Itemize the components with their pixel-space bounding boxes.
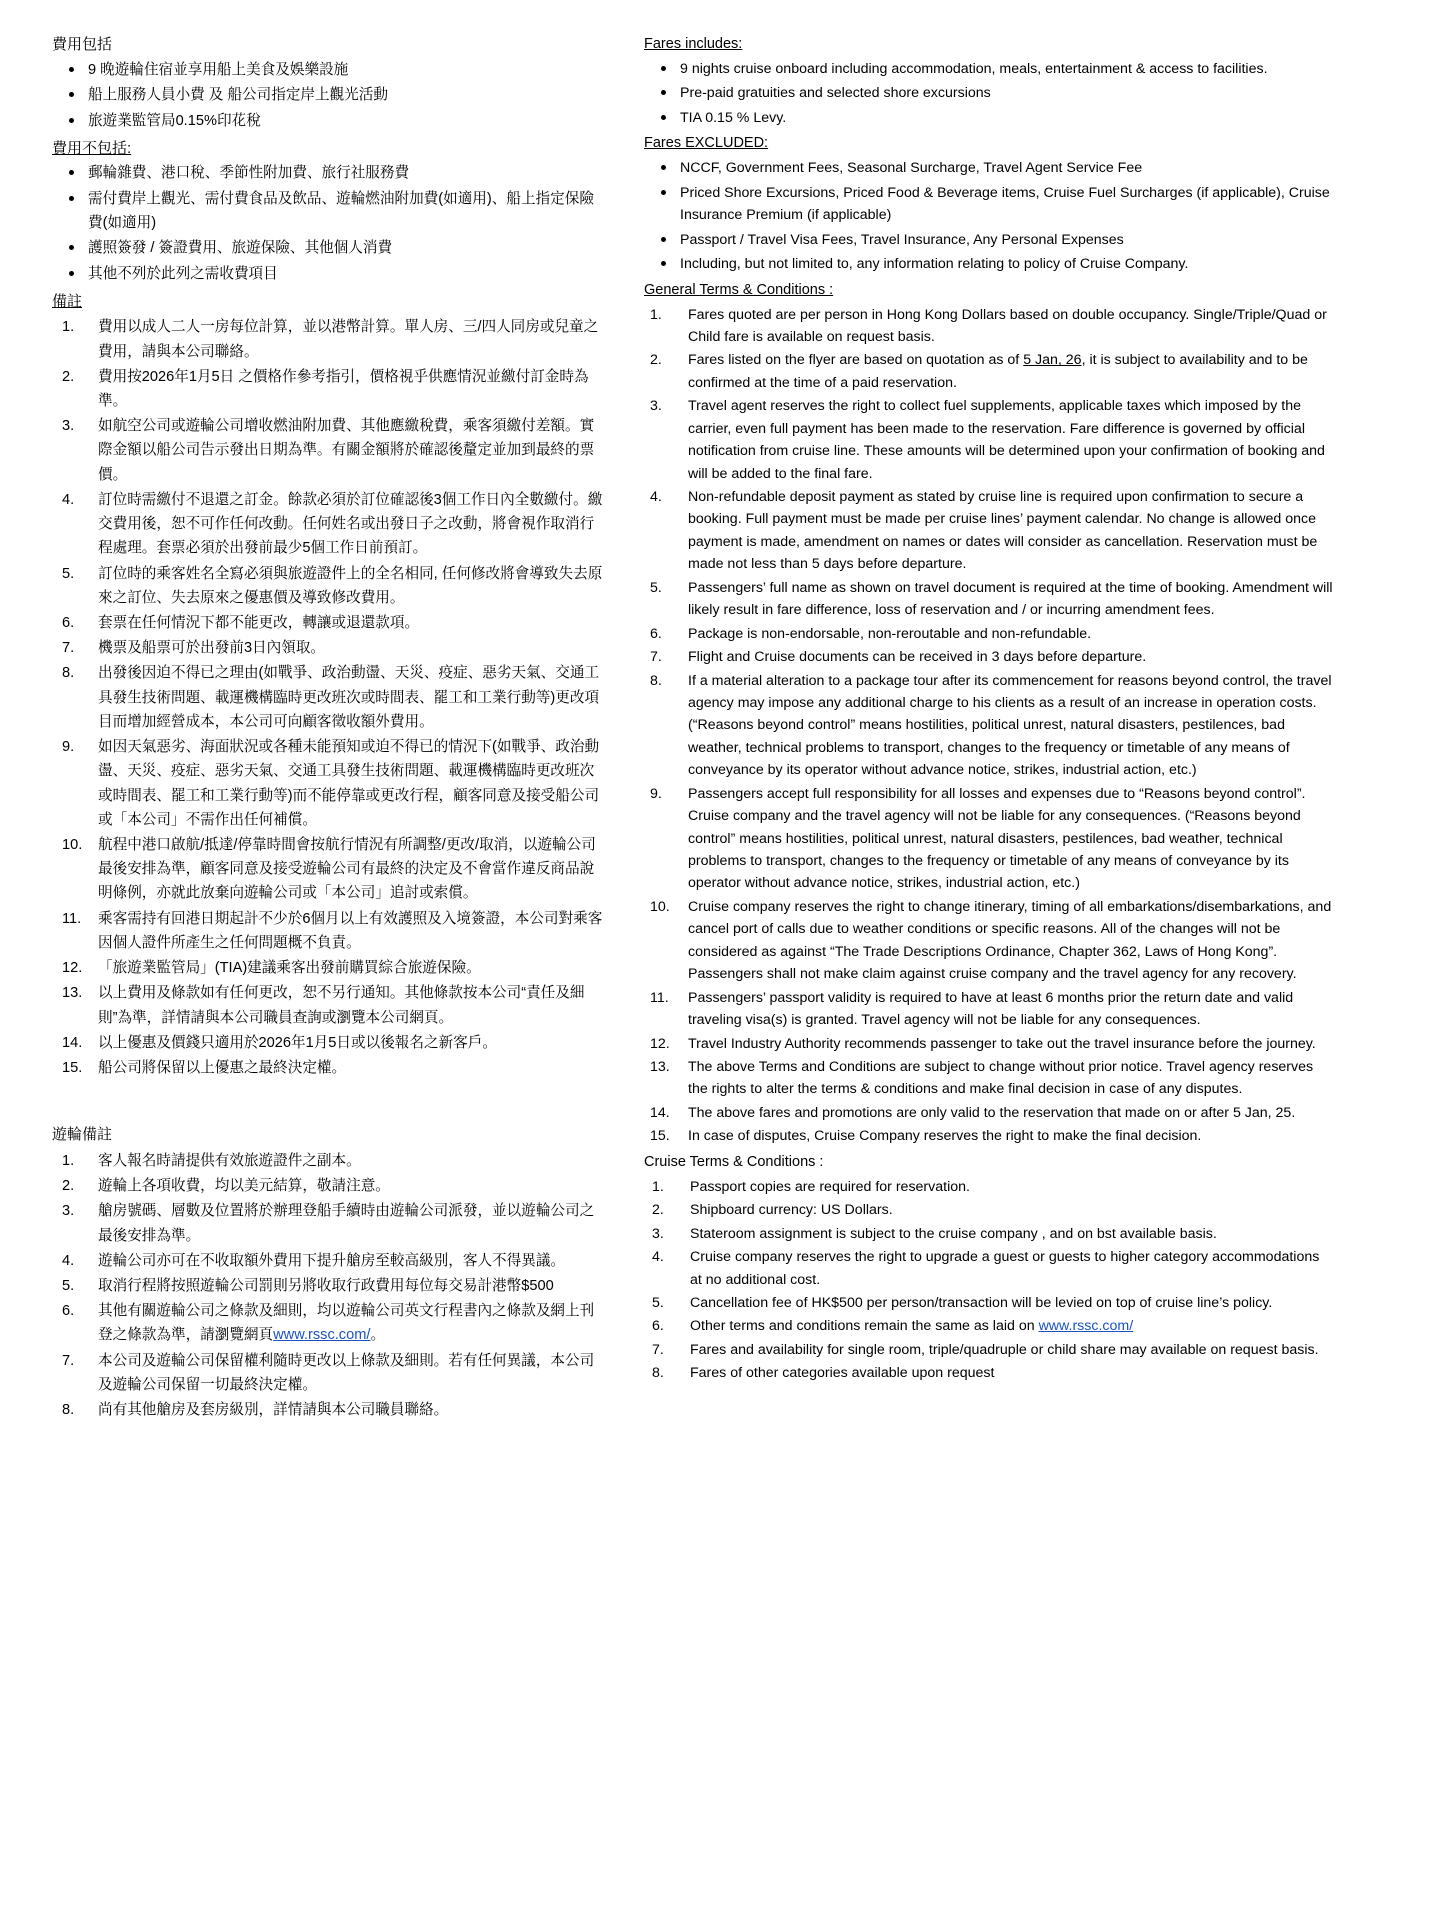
list-item [52, 488, 604, 561]
list-number: 15. [62, 1059, 83, 1076]
list-number: 2. [62, 368, 75, 385]
list-text: 遊輪公司亦可在不收取額外費用下提升艙房至較高級別，客人不得異議。 [98, 1252, 566, 1269]
quotation-date: 5 Jan, 26 [1023, 352, 1082, 369]
list-text: 客人報名時請提供有效旅遊證件之副本。 [98, 1152, 361, 1169]
list-number: 1. [62, 319, 75, 336]
fares-includes-list [644, 58, 1334, 129]
list-number: 4. [62, 1252, 75, 1269]
list-number: 15. [650, 1128, 670, 1145]
list-item [52, 661, 604, 734]
list-number: 3. [62, 1203, 75, 1220]
fares-excluded-section [644, 133, 1334, 275]
list-number: 5. [62, 565, 75, 582]
list-text: Cruise company reserves the right to change itinerary, timing of all embarkations/disembarkations, and cancel port of calls due to weather conditions or specific reasons. All of the changes will not be considered as against “The Trade Descriptions Ordinance, Chapter 362, Laws of Hong Kong”. Passengers shall not make claim against cruise company and the travel agency for any recovery. [688, 898, 1332, 983]
list-number: 1. [652, 1178, 664, 1195]
list-item [52, 365, 604, 413]
list-item [52, 833, 604, 906]
list-item: 護照簽發 / 簽證費用、旅遊保險、其他個人消費 [52, 237, 604, 261]
list-number: 3. [650, 398, 662, 415]
list-number: 11. [650, 989, 669, 1006]
list-item [52, 1031, 604, 1055]
list-item [644, 1292, 1334, 1314]
cruise-remarks-heading: 遊輪備註 [52, 1126, 113, 1144]
list-item: 船上服務人員小費 及 船公司指定岸上觀光活動 [52, 84, 604, 108]
list-item [52, 562, 604, 610]
list-text: 艙房號碼、層數及位置將於辦理登船手續時由遊輪公司派發，並以遊輪公司之最後安排為準。 [98, 1203, 595, 1244]
list-number: 6. [62, 615, 75, 631]
list-item [644, 623, 1334, 645]
right-column-english [644, 34, 1334, 1389]
list-number: 6. [62, 1303, 75, 1320]
list-text: 航程中港口啟航/抵達/停靠時間會按航行情況有所調整/更改/取消，以遊輪公司最後安排為準，顧客同意及接受遊輪公司有最終的決定及不會當作違反商品說明條例，亦就此放棄向遊輪公司或「本公司」追討或索償。 [98, 836, 596, 902]
list-item [644, 1125, 1334, 1147]
fares-excluded-heading: Fares EXCLUDED: [644, 135, 769, 152]
list-text: 如因天氣惡劣、海面狀況或各種未能預知或迫不得已的情況下(如戰爭、政治動盪、天災、疫症、惡劣天氣、交通工具發生技術問題、載運機構臨時更改班次或時間表、罷工和工業行動等)而不能停靠或更改行程，顧客同意及接受船公司或「本公司」不需作出任何補償。 [98, 739, 600, 828]
list-text: Passengers’ full name as shown on travel document is required at the time of booking. Amendment will likely result in fare difference, loss of reservation and / or incurring amendment fees. [688, 579, 1333, 619]
list-text: Other terms and conditions remain the same as laid on www.rssc.com/ [690, 1318, 1134, 1335]
list-text: 訂位時的乘客姓名全寫必須與旅遊證件上的全名相同, 任何修改將會導致失去原來之訂位、失去原來之優惠價及導致修改費用。 [98, 565, 603, 606]
rssc-link-english[interactable]: www.rssc.com/ [1038, 1318, 1134, 1335]
list-item [52, 1056, 604, 1080]
fares-exclude-heading: 費用不包括: [52, 139, 132, 157]
list-item [644, 1223, 1334, 1245]
cruise-terms-list [644, 1176, 1334, 1385]
list-item: TIA 0.15 % Levy. [644, 107, 1334, 129]
list-number: 4. [62, 491, 75, 508]
list-text: Travel agent reserves the right to collect fuel supplements, applicable taxes which imposed by the carrier, even full payment has been made to the reservation. Fare difference is governed by official notification from cruise line. These amounts will be determined upon your confirmation of booking and will be added to the final fare. [688, 398, 1325, 482]
list-number: 2. [62, 1178, 75, 1195]
list-text: 費用以成人二人一房每位計算，並以港幣計算。單人房、三/四人同房或兒童之費用，請與本公司聯絡。 [98, 319, 599, 360]
list-item [52, 611, 604, 635]
general-terms-heading: General Terms & Conditions : [644, 281, 834, 298]
fares-include-heading: 費用包括 [52, 36, 113, 53]
list-number: 8. [650, 672, 662, 689]
cruise-remarks-section [52, 1124, 604, 1422]
list-number: 14. [62, 1034, 83, 1051]
list-text: Travel Industry Authority recommends passenger to take out the travel insurance before the journey. [688, 1035, 1316, 1052]
list-item [644, 1176, 1334, 1198]
list-item: Priced Shore Excursions, Priced Food & Beverage items, Cruise Fuel Surcharges (if applicable), Cruise Insurance Premium (if applicable) [644, 182, 1334, 227]
list-item: Including, but not limited to, any information relating to policy of Cruise Company. [644, 253, 1334, 275]
list-item: 9 晚遊輪住宿並享用船上美食及娛樂設施 [52, 59, 604, 83]
list-number: 4. [652, 1249, 664, 1266]
list-text: 以上費用及條款如有任何更改，恕不另行通知。其他條款按本公司“責任及細則”為準，詳情請與本公司職員查詢或瀏覽本公司網頁。 [98, 985, 585, 1026]
list-number: 8. [652, 1365, 664, 1382]
general-terms-list [644, 304, 1334, 1148]
list-number: 7. [650, 649, 662, 666]
list-text: Passengers’ passport validity is required to have at least 6 months prior the return date and valid traveling visa(s) is granted. Travel agency will not be liable for any consequences. [688, 989, 1294, 1029]
list-text: 出發後因迫不得已之理由(如戰爭、政治動盪、天災、疫症、惡劣天氣、交通工具發生技術問題、載運機構臨時更改班次或時間表、罷工和工業行動等)更改項目而增加經營成本，本公司可向顧客徵收額外費用。 [98, 665, 600, 730]
list-number: 2. [650, 352, 662, 369]
cruise-terms-section [644, 1152, 1334, 1385]
list-item [52, 1149, 604, 1173]
list-item [52, 1199, 604, 1247]
list-number: 2. [652, 1202, 664, 1219]
fares-include-list [52, 59, 604, 134]
list-text: Cruise company reserves the right to upgrade a guest or guests to higher category accommodations at no additional cost. [690, 1249, 1320, 1288]
remarks-section [52, 291, 604, 1081]
list-item [644, 646, 1334, 668]
list-number: 14. [650, 1104, 670, 1121]
list-number: 8. [62, 1402, 75, 1419]
fares-includes-heading: Fares includes: [644, 36, 743, 52]
list-text: 如航空公司或遊輪公司增收燃油附加費、其他應繳稅費，乘客須繳付差額。實際金額以船公司告示發出日期為準。有關金額將於確認後釐定並加到最終的票價。 [98, 418, 595, 483]
list-text: 取消行程將按照遊輪公司罰則另將收取行政費用每位每交易計港幣$500 [98, 1278, 554, 1294]
list-text: 訂位時需繳付不退還之訂金。餘款必須於訂位確認後3個工作日內全數繳付。繳交費用後，恕不可作任何改動。任何姓名或出發日子之改動，將會視作取消行程處理。套票必須於出發前最少5個工作日前預訂。 [98, 491, 603, 557]
list-item [644, 1339, 1334, 1361]
list-text: 以上優惠及價錢只適用於2026年1月5日或以後報名之新客戶。 [98, 1034, 497, 1051]
list-item [52, 981, 604, 1029]
list-text: 遊輪上各項收費，均以美元結算，敬請注意。 [98, 1178, 390, 1195]
list-text: 機票及船票可於出發前3日內領取。 [98, 640, 326, 657]
list-text: Stateroom assignment is subject to the cruise company , and on bst available basis. [690, 1225, 1217, 1242]
list-text: The above Terms and Conditions are subject to change without prior notice. Travel agency reserves the rights to alter the terms & conditions and make final decision in case of any disputes. [688, 1058, 1314, 1098]
list-number: 6. [650, 625, 662, 642]
list-number: 13. [650, 1058, 670, 1075]
fares-include-section [52, 34, 604, 134]
remarks-list [52, 315, 604, 1080]
list-number: 3. [62, 418, 75, 435]
list-item [644, 486, 1334, 576]
rssc-link-chinese[interactable]: www.rssc.com/ [273, 1327, 371, 1344]
list-item [644, 896, 1334, 986]
two-column-layout [52, 34, 1388, 1426]
list-number: 12. [650, 1035, 670, 1052]
list-item [52, 636, 604, 660]
list-number: 11. [62, 910, 82, 927]
list-item: Pre-paid gratuities and selected shore excursions [644, 82, 1334, 104]
fares-exclude-list [52, 162, 604, 286]
list-text: Passport copies are required for reservation. [690, 1178, 970, 1195]
list-text: Flight and Cruise documents can be received in 3 days before departure. [688, 649, 1147, 666]
list-number: 6. [652, 1318, 664, 1335]
list-number: 13. [62, 985, 83, 1002]
list-text: Fares quoted are per person in Hong Kong Dollars based on double occupancy. Single/Triple/Quad or Child fare is available on request basis. [688, 306, 1327, 345]
list-number: 7. [62, 1352, 75, 1369]
list-text: In case of disputes, Cruise Company reserves the right to make the final decision. [688, 1128, 1202, 1145]
list-number: 9. [650, 785, 662, 802]
list-item [644, 670, 1334, 782]
list-item [52, 1249, 604, 1273]
list-text: The above fares and promotions are only valid to the reservation that made on or after 5 Jan, 25. [688, 1104, 1296, 1121]
list-number: 1. [650, 306, 662, 323]
list-text: Passengers accept full responsibility for all losses and expenses due to “Reasons beyond control”. Cruise company and the travel agency will not be liable for any consequences. (“Reasons beyond control” means hostilities, political unrest, natural disasters, pestilences, bad weather, technical problems to transport, changes to the frequency or timetable of any means of conveyance by its operator without advance notice, strikes, industrial action, etc.) [688, 785, 1306, 892]
list-item [52, 1398, 604, 1422]
list-number: 4. [650, 489, 662, 506]
list-text: Package is non-endorsable, non-reroutable and non-refundable. [688, 625, 1092, 642]
list-number: 7. [62, 640, 75, 657]
list-text: 乘客需持有回港日期起計不少於6個月以上有效護照及入境簽證，本公司對乘客因個人證件所產生之任何問題概不負責。 [98, 910, 603, 951]
section-spacer [52, 1084, 604, 1124]
list-text: 費用按2026年1月5日 之價格作參考指引，價格視乎供應情況並繳付訂金時為準。 [98, 368, 589, 410]
list-item: 9 nights cruise onboard including accommodation, meals, entertainment & access to facilities. [644, 58, 1334, 80]
list-number: 10. [650, 898, 670, 915]
fares-excluded-list [644, 157, 1334, 275]
list-number: 7. [652, 1341, 664, 1358]
list-item [644, 1246, 1334, 1291]
list-number: 9. [62, 739, 75, 756]
list-item [52, 907, 604, 955]
list-text: 套票在任何情況下都不能更改，轉讓或退還款項。 [98, 615, 420, 631]
left-column-chinese [52, 34, 604, 1426]
list-item [644, 349, 1334, 394]
list-text: 船公司將保留以上優惠之最終決定權。 [98, 1059, 347, 1076]
list-text: If a material alteration to a package tour after its commencement for reasons beyond control, the travel agency may impose any additional charge to his clients as a result of an increase in operation costs. (“Reasons beyond control” means hostilities, political unrest, natural disasters, pestilences, bad weather, technical problems to transport, changes to the frequency or timetable of any means of conveyance by its operator without advance notice, strikes, industrial action, etc.) [688, 672, 1332, 779]
list-text: Cancellation fee of HK$500 per person/transaction will be levied on top of cruise line’s policy. [690, 1294, 1273, 1311]
list-item [644, 395, 1334, 485]
list-item: 其他不列於此列之需收費項目 [52, 263, 604, 287]
list-number: 12. [62, 960, 83, 977]
list-item: Passport / Travel Visa Fees, Travel Insurance, Any Personal Expenses [644, 229, 1334, 251]
list-item [644, 987, 1334, 1032]
list-text: Shipboard currency: US Dollars. [690, 1202, 893, 1219]
list-item [644, 1102, 1334, 1124]
list-item [644, 783, 1334, 895]
list-item [52, 1349, 604, 1397]
list-text: 本公司及遊輪公司保留權利隨時更改以上條款及細則。若有任何異議，本公司及遊輪公司保留一切最終決定權。 [98, 1352, 595, 1393]
list-item [644, 577, 1334, 622]
list-item [644, 1362, 1334, 1384]
list-item [52, 1174, 604, 1198]
list-item [52, 1299, 604, 1347]
list-number: 5. [650, 579, 662, 596]
list-item [644, 1315, 1334, 1337]
list-number: 5. [62, 1278, 75, 1294]
list-number: 8. [62, 665, 75, 682]
list-text: Fares and availability for single room, triple/quadruple or child share may available on request basis. [690, 1341, 1319, 1358]
list-text: Fares of other categories available upon request [690, 1365, 995, 1382]
list-text: 尚有其他艙房及套房級別，詳情請與本公司職員聯絡。 [98, 1402, 449, 1419]
list-item: 郵輪雜費、港口稅、季節性附加費、旅行社服務費 [52, 162, 604, 186]
cruise-terms-heading: Cruise Terms & Conditions : [644, 1153, 824, 1170]
list-item [644, 1199, 1334, 1221]
list-item [52, 315, 604, 363]
remarks-heading: 備註 [52, 292, 83, 310]
list-item [644, 1056, 1334, 1101]
fares-includes-section [644, 34, 1334, 129]
list-number: 3. [652, 1225, 664, 1242]
list-item [52, 1274, 604, 1298]
list-item: NCCF, Government Fees, Seasonal Surcharge, Travel Agent Service Fee [644, 157, 1334, 179]
list-text: Fares listed on the flyer are based on quotation as of 5 Jan, 26, it is subject to availability and to be confirmed at the time of a paid reservation. [688, 352, 1308, 391]
list-item: 旅遊業監管局0.15%印花稅 [52, 110, 604, 134]
general-terms-section [644, 280, 1334, 1148]
list-item: 需付費岸上觀光、需付費食品及飲品、遊輪燃油附加費(如適用)、船上指定保險費(如適用) [52, 188, 604, 235]
list-item [644, 1033, 1334, 1055]
list-number: 1. [62, 1152, 75, 1169]
list-item [52, 956, 604, 980]
list-item [52, 735, 604, 832]
list-number: 5. [652, 1294, 664, 1311]
list-text: 「旅遊業監管局」(TIA)建議乘客出發前購買綜合旅遊保險。 [98, 960, 481, 977]
list-text: 其他有關遊輪公司之條款及細則，均以遊輪公司英文行程書內之條款及網上刊登之條款為準，請瀏覽網頁www.rssc.com/。 [98, 1303, 595, 1344]
fares-exclude-section [52, 138, 604, 287]
cruise-remarks-list [52, 1149, 604, 1422]
list-text: Non-refundable deposit payment as stated by cruise line is required upon confirmation to secure a booking. Full payment must be made per cruise lines’ payment calendar. No change is allowed once payment is made, amendment on names or dates will consider as cancellation. Reservation must be made not less than 5 days before departure. [688, 489, 1318, 573]
list-item [52, 414, 604, 487]
list-number: 10. [62, 836, 83, 853]
list-item [644, 304, 1334, 349]
